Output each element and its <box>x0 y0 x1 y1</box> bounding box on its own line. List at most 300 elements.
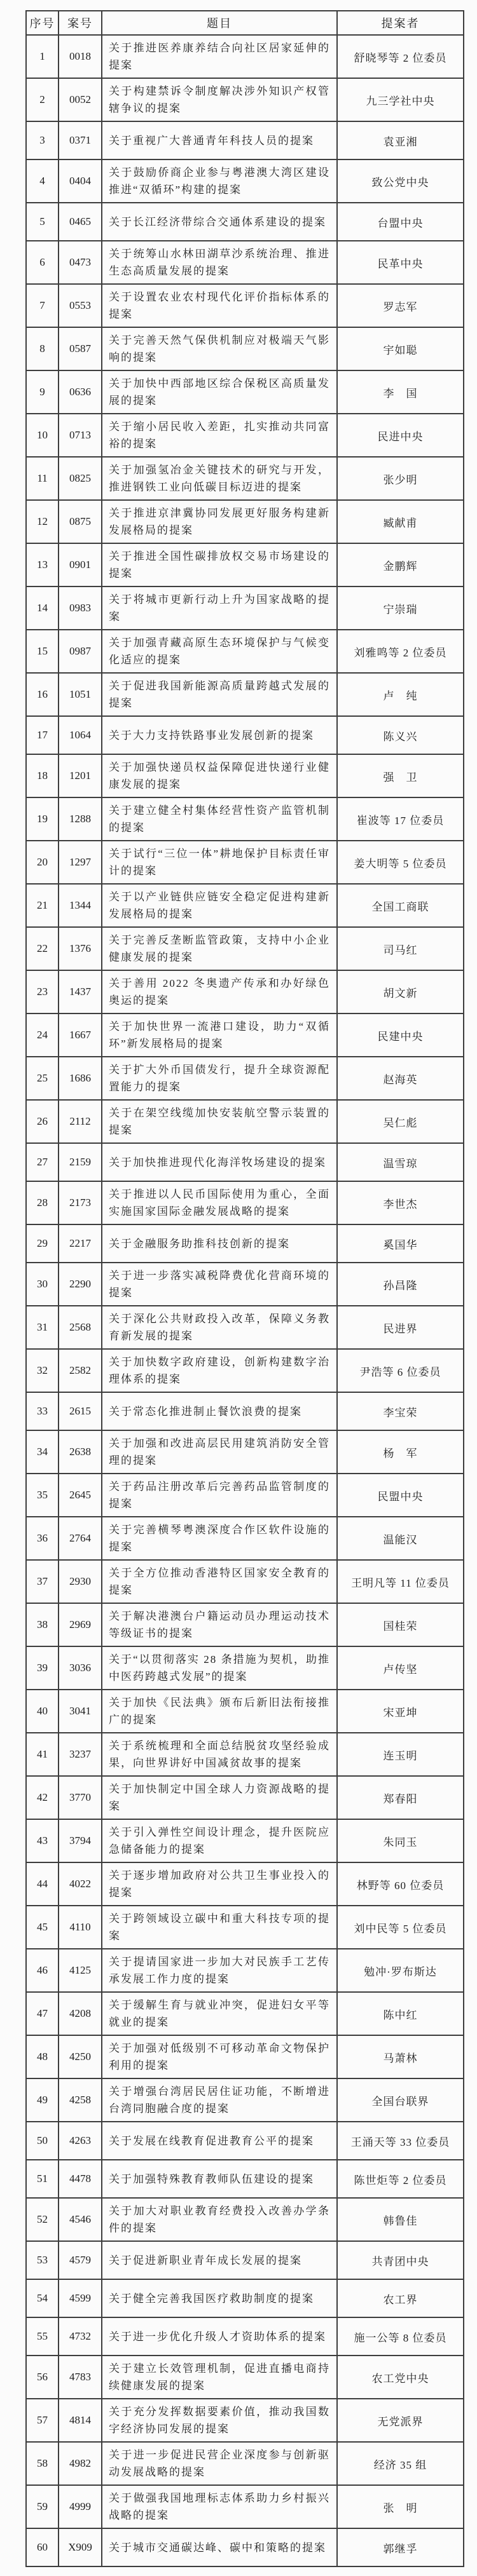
case-number-cell: 0052 <box>59 78 102 121</box>
title-cell: 关于加强氢冶金关键技术的研究与开发，推进钢铁工业向低碳目标迈进的提案 <box>102 457 337 500</box>
title-cell: 关于常态化推进制止餐饮浪费的提案 <box>102 1392 337 1430</box>
proposer-cell: 陈世炬等 2 位委员 <box>337 2160 464 2198</box>
table-row <box>26 543 464 586</box>
title-cell: 关于金融服务助推科技创新的提案 <box>102 1224 337 1263</box>
case-number-cell: 3041 <box>59 1690 102 1733</box>
case-number-cell: 2159 <box>59 1143 102 1181</box>
serial-cell: 34 <box>26 1430 59 1474</box>
serial-cell: 56 <box>26 2356 59 2399</box>
case-number-cell: 2930 <box>59 1560 102 1603</box>
table-row <box>26 1862 464 1906</box>
proposer-cell: 奚国华 <box>337 1224 464 1263</box>
table-row <box>26 1181 464 1224</box>
proposer-cell: 民进界 <box>337 1306 464 1349</box>
title-cell: 关于善用 2022 冬奥遗产传承和办好绿色奥运的提案 <box>102 970 337 1013</box>
serial-cell: 23 <box>26 970 59 1013</box>
table-row <box>26 2160 464 2198</box>
title-cell: 关于加强青藏高原生态环境保护与气候变化适应的提案 <box>102 630 337 673</box>
table-row <box>26 2279 464 2317</box>
title-cell: 关于健全完善我国医疗救助制度的提案 <box>102 2279 337 2317</box>
serial-cell: 2 <box>26 78 59 121</box>
case-number-cell: 1344 <box>59 884 102 927</box>
case-number-cell: 0371 <box>59 121 102 159</box>
case-number-cell: 4579 <box>59 2241 102 2279</box>
serial-cell: 32 <box>26 1349 59 1392</box>
title-cell: 关于加快《民法典》颁布后新旧法衔接推广的提案 <box>102 1690 337 1733</box>
title-cell: 关于将城市更新行动上升为国家战略的提案 <box>102 586 337 630</box>
proposer-cell: 共青团中央 <box>337 2241 464 2279</box>
table-row <box>26 414 464 457</box>
serial-cell: 11 <box>26 457 59 500</box>
case-number-cell: 3770 <box>59 1776 102 1819</box>
table-row <box>26 1143 464 1181</box>
header-cell-title: 题目 <box>102 11 337 35</box>
proposer-cell: 朱同玉 <box>337 1819 464 1862</box>
table-row <box>26 203 464 241</box>
case-number-cell: 4110 <box>59 1906 102 1949</box>
case-number-cell: 4546 <box>59 2198 102 2241</box>
table-row <box>26 754 464 797</box>
title-cell: 关于药品注册改革后完善药品监管制度的提案 <box>102 1474 337 1517</box>
table-row <box>26 1263 464 1306</box>
title-cell: 关于充分发挥数据要素价值，推动我国数字经济协同发展的提案 <box>102 2399 337 2442</box>
serial-cell: 45 <box>26 1906 59 1949</box>
table-row <box>26 1992 464 2035</box>
table-row <box>26 1690 464 1733</box>
title-cell: 关于加强对低级别不可移动革命文物保护利用的提案 <box>102 2035 337 2078</box>
table-row <box>26 2317 464 2356</box>
proposer-cell: 温雪琼 <box>337 1143 464 1181</box>
table-row <box>26 1819 464 1862</box>
title-cell: 关于推进以人民币国际使用为重心，全面实施国家国际金融发展战略的提案 <box>102 1181 337 1224</box>
serial-cell: 18 <box>26 754 59 797</box>
proposer-cell: 王涌天等 33 位委员 <box>337 2122 464 2160</box>
proposer-cell: 强 卫 <box>337 754 464 797</box>
case-number-cell: 4022 <box>59 1862 102 1906</box>
title-cell: 关于完善横琴粤澳深度合作区软件设施的提案 <box>102 1517 337 1560</box>
title-cell: 关于加快推进现代化海洋牧场建设的提案 <box>102 1143 337 1181</box>
proposer-cell: 姜大明等 5 位委员 <box>337 841 464 884</box>
serial-cell: 10 <box>26 414 59 457</box>
serial-cell: 36 <box>26 1517 59 1560</box>
title-cell: 关于促进新职业青年成长发展的提案 <box>102 2241 337 2279</box>
serial-cell: 38 <box>26 1603 59 1646</box>
table-row <box>26 159 464 203</box>
proposer-cell: 孙昌隆 <box>337 1263 464 1306</box>
case-number-cell: 2582 <box>59 1349 102 1392</box>
proposer-cell: 农工党中央 <box>337 2356 464 2399</box>
title-cell: 关于全方位推动香港特区国家安全教育的提案 <box>102 1560 337 1603</box>
title-cell: 关于提请国家进一步加大对民族手工艺传承发展工作力度的提案 <box>102 1949 337 1992</box>
table-row <box>26 884 464 927</box>
serial-cell: 26 <box>26 1100 59 1143</box>
table-row <box>26 673 464 716</box>
title-cell: 关于城市交通碳达峰、碳中和策略的提案 <box>102 2528 337 2566</box>
case-number-cell: 2568 <box>59 1306 102 1349</box>
case-number-cell: 3237 <box>59 1733 102 1776</box>
serial-cell: 43 <box>26 1819 59 1862</box>
table-row <box>26 1430 464 1474</box>
case-number-cell: 1667 <box>59 1013 102 1057</box>
case-number-cell: 1051 <box>59 673 102 716</box>
case-number-cell: 2764 <box>59 1517 102 1560</box>
proposer-cell: 致公党中央 <box>337 159 464 203</box>
title-cell: 关于解决港澳台户籍运动员办理运动技术等级证书的提案 <box>102 1603 337 1646</box>
title-cell: 关于加强快递员权益保障促进快递行业健康发展的提案 <box>102 754 337 797</box>
table-body <box>26 35 464 2566</box>
serial-cell: 28 <box>26 1181 59 1224</box>
title-cell: 关于进一步落实减税降费优化营商环境的提案 <box>102 1263 337 1306</box>
case-number-cell: 2638 <box>59 1430 102 1474</box>
table-row <box>26 1776 464 1819</box>
table-row <box>26 35 464 78</box>
serial-cell: 39 <box>26 1646 59 1690</box>
case-number-cell: 1686 <box>59 1057 102 1100</box>
proposer-cell: 连玉明 <box>337 1733 464 1776</box>
proposer-cell: 李 国 <box>337 370 464 414</box>
serial-cell: 50 <box>26 2122 59 2160</box>
proposer-cell: 勉冲·罗布斯达 <box>337 1949 464 1992</box>
title-cell: 关于推进医养康养结合向社区居家延伸的提案 <box>102 35 337 78</box>
case-number-cell: 4125 <box>59 1949 102 1992</box>
serial-cell: 9 <box>26 370 59 414</box>
title-cell: 关于加强特殊教育教师队伍建设的提案 <box>102 2160 337 2198</box>
proposer-cell: 宁崇瑞 <box>337 586 464 630</box>
table-row <box>26 500 464 543</box>
header-row <box>26 11 464 35</box>
serial-cell: 42 <box>26 1776 59 1819</box>
serial-cell: 49 <box>26 2078 59 2122</box>
table-row <box>26 797 464 841</box>
case-number-cell: 0901 <box>59 543 102 586</box>
table-row <box>26 1474 464 1517</box>
proposer-cell: 全国台联界 <box>337 2078 464 2122</box>
title-cell: 关于以产业链供应链安全稳定促进构建新发展格局的提案 <box>102 884 337 927</box>
serial-cell: 7 <box>26 284 59 327</box>
title-cell: 关于加强和改进高层民用建筑消防安全管理的提案 <box>102 1430 337 1474</box>
serial-cell: 21 <box>26 884 59 927</box>
case-number-cell: 0987 <box>59 630 102 673</box>
title-cell: 关于推进京津冀协同发展更好服务构建新发展格局的提案 <box>102 500 337 543</box>
case-number-cell: 1376 <box>59 927 102 970</box>
case-number-cell: 1288 <box>59 797 102 841</box>
table-row <box>26 78 464 121</box>
title-cell: 关于“以贯彻落实 28 条措施为契机，助推中医药跨越式发展”的提案 <box>102 1646 337 1690</box>
serial-cell: 6 <box>26 241 59 284</box>
serial-cell: 44 <box>26 1862 59 1906</box>
table-row <box>26 1224 464 1263</box>
case-number-cell: 4999 <box>59 2485 102 2528</box>
case-number-cell: 0473 <box>59 241 102 284</box>
proposer-cell: 陈中红 <box>337 1992 464 2035</box>
title-cell: 关于做强我国地理标志体系助力乡村振兴战略的提案 <box>102 2485 337 2528</box>
serial-cell: 30 <box>26 1263 59 1306</box>
proposer-cell: 张 明 <box>337 2485 464 2528</box>
serial-cell: 48 <box>26 2035 59 2078</box>
title-cell: 关于鼓励侨商企业参与粤港澳大湾区建设推进“双循环”构建的提案 <box>102 159 337 203</box>
case-number-cell: 2645 <box>59 1474 102 1517</box>
case-number-cell: 3794 <box>59 1819 102 1862</box>
table-row <box>26 241 464 284</box>
title-cell: 关于促进我国新能源高质量跨越式发展的提案 <box>102 673 337 716</box>
table-row <box>26 2442 464 2485</box>
proposer-cell: 农工界 <box>337 2279 464 2317</box>
case-number-cell: 4732 <box>59 2317 102 2356</box>
case-number-cell: 0553 <box>59 284 102 327</box>
case-number-cell: 4599 <box>59 2279 102 2317</box>
proposer-cell: 韩鲁佳 <box>337 2198 464 2241</box>
table-row <box>26 1560 464 1603</box>
title-cell: 关于进一步促进民营企业深度参与创新驱动发展战略的提案 <box>102 2442 337 2485</box>
header-cell-case-number: 案号 <box>59 11 102 35</box>
case-number-cell: 4982 <box>59 2442 102 2485</box>
proposer-cell: 张少明 <box>337 457 464 500</box>
proposer-cell: 杨 军 <box>337 1430 464 1474</box>
case-number-cell: 0713 <box>59 414 102 457</box>
title-cell: 关于加快数字政府建设，创新构建数字治理体系的提案 <box>102 1349 337 1392</box>
table-row <box>26 2198 464 2241</box>
table-row <box>26 841 464 884</box>
table-row <box>26 457 464 500</box>
table-row <box>26 1906 464 1949</box>
serial-cell: 53 <box>26 2241 59 2279</box>
case-number-cell: 0018 <box>59 35 102 78</box>
table-row <box>26 2078 464 2122</box>
title-cell: 关于完善天然气保供机制应对极端天气影响的提案 <box>102 327 337 370</box>
title-cell: 关于加快中西部地区综合保税区高质量发展的提案 <box>102 370 337 414</box>
proposer-cell: 卢 纯 <box>337 673 464 716</box>
serial-cell: 60 <box>26 2528 59 2566</box>
proposer-cell: 经济 35 组 <box>337 2442 464 2485</box>
serial-cell: 24 <box>26 1013 59 1057</box>
serial-cell: 25 <box>26 1057 59 1100</box>
serial-cell: 1 <box>26 35 59 78</box>
proposer-cell: 李宝荣 <box>337 1392 464 1430</box>
table-row <box>26 121 464 159</box>
serial-cell: 16 <box>26 673 59 716</box>
serial-cell: 54 <box>26 2279 59 2317</box>
proposer-cell: 司马红 <box>337 927 464 970</box>
title-cell: 关于跨领域设立碳中和重大科技专项的提案 <box>102 1906 337 1949</box>
case-number-cell: 2969 <box>59 1603 102 1646</box>
title-cell: 关于重视广大普通青年科技人员的提案 <box>102 121 337 159</box>
title-cell: 关于加快制定中国全球人力资源战略的提案 <box>102 1776 337 1819</box>
table-row <box>26 284 464 327</box>
table-row <box>26 1646 464 1690</box>
title-cell: 关于缓解生育与就业冲突，促进妇女平等就业的提案 <box>102 1992 337 2035</box>
case-number-cell: 2290 <box>59 1263 102 1306</box>
proposer-cell: 金鹏辉 <box>337 543 464 586</box>
table-row <box>26 2035 464 2078</box>
header-cell-proposer: 提案者 <box>337 11 464 35</box>
proposer-cell: 全国工商联 <box>337 884 464 927</box>
table-row <box>26 1013 464 1057</box>
table-row <box>26 586 464 630</box>
proposer-cell: 舒晓琴等 2 位委员 <box>337 35 464 78</box>
case-number-cell: 1297 <box>59 841 102 884</box>
table-row <box>26 1306 464 1349</box>
title-cell: 关于完善反垄断监管政策，支持中小企业健康发展的提案 <box>102 927 337 970</box>
proposer-cell: 温能汉 <box>337 1517 464 1560</box>
title-cell: 关于建立健全村集体经营性资产监管机制的提案 <box>102 797 337 841</box>
serial-cell: 3 <box>26 121 59 159</box>
case-number-cell: 3036 <box>59 1646 102 1690</box>
serial-cell: 20 <box>26 841 59 884</box>
table-row <box>26 1392 464 1430</box>
title-cell: 关于大力支持铁路事业发展创新的提案 <box>102 716 337 754</box>
serial-cell: 46 <box>26 1949 59 1992</box>
table-row <box>26 2399 464 2442</box>
table-row <box>26 2485 464 2528</box>
case-number-cell: 4814 <box>59 2399 102 2442</box>
title-cell: 关于扩大外币国债发行，提升全球资源配置能力的提案 <box>102 1057 337 1100</box>
case-number-cell: 4258 <box>59 2078 102 2122</box>
proposer-cell: 民进中央 <box>337 414 464 457</box>
table-row <box>26 370 464 414</box>
proposer-cell: 赵海英 <box>337 1057 464 1100</box>
serial-cell: 31 <box>26 1306 59 1349</box>
table-row <box>26 1100 464 1143</box>
table-row <box>26 630 464 673</box>
title-cell: 关于深化公共财政投入改革，保障义务教育新发展的提案 <box>102 1306 337 1349</box>
proposer-cell: 民建中央 <box>337 1013 464 1057</box>
proposer-cell: 施一公等 8 位委员 <box>337 2317 464 2356</box>
title-cell: 关于进一步优化升级人才资助体系的提案 <box>102 2317 337 2356</box>
serial-cell: 59 <box>26 2485 59 2528</box>
title-cell: 关于加快世界一流港口建设，助力“双循环”新发展格局的提案 <box>102 1013 337 1057</box>
proposer-cell: 国桂荣 <box>337 1603 464 1646</box>
serial-cell: 40 <box>26 1690 59 1733</box>
serial-cell: 12 <box>26 500 59 543</box>
proposer-cell: 刘中民等 5 位委员 <box>337 1906 464 1949</box>
table-row <box>26 927 464 970</box>
serial-cell: 33 <box>26 1392 59 1430</box>
serial-cell: 41 <box>26 1733 59 1776</box>
table-row <box>26 1349 464 1392</box>
title-cell: 关于设置农业农村现代化评价指标体系的提案 <box>102 284 337 327</box>
proposer-cell: 郭继孚 <box>337 2528 464 2566</box>
proposer-cell: 臧献甫 <box>337 500 464 543</box>
serial-cell: 8 <box>26 327 59 370</box>
case-number-cell: 0404 <box>59 159 102 203</box>
case-number-cell: 2173 <box>59 1181 102 1224</box>
title-cell: 关于缩小居民收入差距，扎实推动共同富裕的提案 <box>102 414 337 457</box>
case-number-cell: 0636 <box>59 370 102 414</box>
case-number-cell: 4478 <box>59 2160 102 2198</box>
title-cell: 关于推进全国性碳排放权交易市场建设的提案 <box>102 543 337 586</box>
case-number-cell: 2615 <box>59 1392 102 1430</box>
proposer-cell: 罗志军 <box>337 284 464 327</box>
case-number-cell: 1437 <box>59 970 102 1013</box>
title-cell: 关于发展在线教育促进教育公平的提案 <box>102 2122 337 2160</box>
serial-cell: 52 <box>26 2198 59 2241</box>
case-number-cell: 0825 <box>59 457 102 500</box>
case-number-cell: 0983 <box>59 586 102 630</box>
serial-cell: 5 <box>26 203 59 241</box>
title-cell: 关于试行“三位一体”耕地保护目标责任审计的提案 <box>102 841 337 884</box>
title-cell: 关于建立长效管理机制，促进直播电商持续健康发展的提案 <box>102 2356 337 2399</box>
table-row <box>26 1603 464 1646</box>
table-row <box>26 2356 464 2399</box>
serial-cell: 47 <box>26 1992 59 2035</box>
table-row <box>26 716 464 754</box>
serial-cell: 57 <box>26 2399 59 2442</box>
proposals-table <box>25 10 464 2567</box>
title-cell: 关于增强台湾居民居住证功能，不断增进台湾同胞融合度的提案 <box>102 2078 337 2122</box>
case-number-cell: 0465 <box>59 203 102 241</box>
case-number-cell: 1064 <box>59 716 102 754</box>
proposer-cell: 马萧林 <box>337 2035 464 2078</box>
proposer-cell: 无党派界 <box>337 2399 464 2442</box>
title-cell: 关于统筹山水林田湖草沙系统治理、推进生态高质量发展的提案 <box>102 241 337 284</box>
proposer-cell: 九三学社中央 <box>337 78 464 121</box>
title-cell: 关于构建禁诉令制度解决涉外知识产权管辖争议的提案 <box>102 78 337 121</box>
case-number-cell: 4208 <box>59 1992 102 2035</box>
table-row <box>26 1949 464 1992</box>
serial-cell: 13 <box>26 543 59 586</box>
case-number-cell: 4783 <box>59 2356 102 2399</box>
header-cell-serial: 序号 <box>26 11 59 35</box>
case-number-cell: 0875 <box>59 500 102 543</box>
proposer-cell: 吴仁彪 <box>337 1100 464 1143</box>
proposer-cell: 林野等 60 位委员 <box>337 1862 464 1906</box>
case-number-cell: 0587 <box>59 327 102 370</box>
table-row <box>26 1733 464 1776</box>
proposer-cell: 陈义兴 <box>337 716 464 754</box>
serial-cell: 4 <box>26 159 59 203</box>
serial-cell: 15 <box>26 630 59 673</box>
serial-cell: 35 <box>26 1474 59 1517</box>
proposer-cell: 卢传坚 <box>337 1646 464 1690</box>
proposer-cell: 宇如聪 <box>337 327 464 370</box>
table-row <box>26 1517 464 1560</box>
table-row <box>26 2528 464 2566</box>
table-row <box>26 1057 464 1100</box>
serial-cell: 58 <box>26 2442 59 2485</box>
serial-cell: 27 <box>26 1143 59 1181</box>
case-number-cell: 1201 <box>59 754 102 797</box>
serial-cell: 29 <box>26 1224 59 1263</box>
serial-cell: 17 <box>26 716 59 754</box>
proposer-cell: 台盟中央 <box>337 203 464 241</box>
serial-cell: 37 <box>26 1560 59 1603</box>
serial-cell: 55 <box>26 2317 59 2356</box>
serial-cell: 19 <box>26 797 59 841</box>
case-number-cell: 2217 <box>59 1224 102 1263</box>
case-number-cell: 4250 <box>59 2035 102 2078</box>
proposer-cell: 袁亚湘 <box>337 121 464 159</box>
serial-cell: 51 <box>26 2160 59 2198</box>
table-row <box>26 2241 464 2279</box>
case-number-cell: 4263 <box>59 2122 102 2160</box>
proposer-cell: 民革中央 <box>337 241 464 284</box>
case-number-cell: X909 <box>59 2528 102 2566</box>
proposer-cell: 郑春阳 <box>337 1776 464 1819</box>
title-cell: 关于引入弹性空间设计理念，提升医院应急储备能力的提案 <box>102 1819 337 1862</box>
proposer-cell: 李世杰 <box>337 1181 464 1224</box>
proposer-cell: 宋亚坤 <box>337 1690 464 1733</box>
proposer-cell: 刘雅鸣等 2 位委员 <box>337 630 464 673</box>
proposer-cell: 崔波等 17 位委员 <box>337 797 464 841</box>
table-row <box>26 2122 464 2160</box>
serial-cell: 14 <box>26 586 59 630</box>
proposer-cell: 王明凡等 11 位委员 <box>337 1560 464 1603</box>
proposer-cell: 尹浩等 6 位委员 <box>337 1349 464 1392</box>
title-cell: 关于加大对职业教育经费投入改善办学条件的提案 <box>102 2198 337 2241</box>
proposer-cell: 民盟中央 <box>337 1474 464 1517</box>
proposer-cell: 胡文新 <box>337 970 464 1013</box>
table-row <box>26 327 464 370</box>
